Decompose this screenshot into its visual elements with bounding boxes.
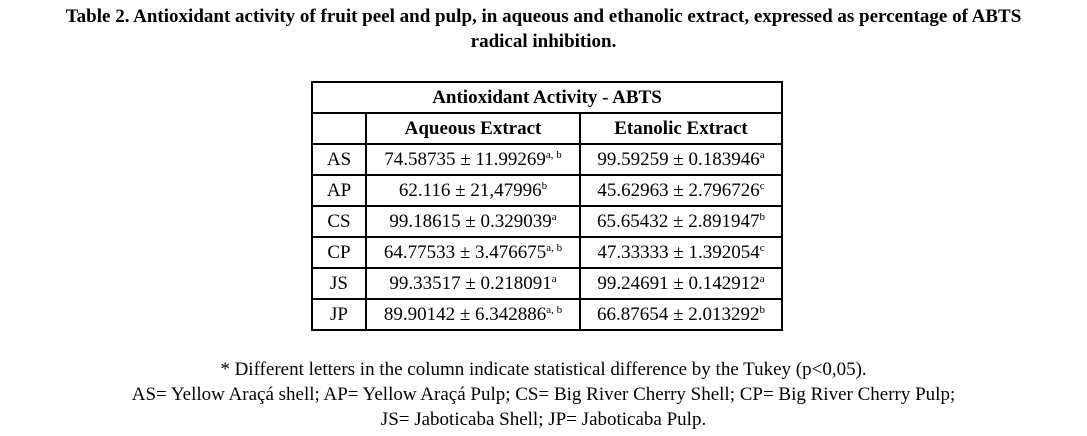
- note-line-1: * Different letters in the column indicate statistical difference by the Tukey (p<0,05).: [220, 359, 867, 380]
- etanolic-value-cell: [580, 144, 782, 175]
- table-row: [312, 299, 782, 330]
- row-code: CS: [327, 210, 351, 232]
- aqueous-value-significance-letters: a: [551, 210, 557, 223]
- row-code: AS: [326, 148, 352, 170]
- etanolic-value: 45.62963 ± 2.796726: [597, 179, 760, 201]
- header-etanolic: Etanolic Extract: [580, 113, 782, 144]
- aqueous-value-cell: [366, 206, 580, 237]
- row-code-cell: [312, 299, 366, 330]
- etanolic-value: 99.24691 ± 0.142912: [597, 272, 760, 294]
- aqueous-value-significance-letters: b: [541, 179, 548, 192]
- etanolic-value: 65.65432 ± 2.891947: [597, 210, 760, 232]
- etanolic-value-significance-letters: c: [759, 179, 765, 192]
- etanolic-value: 66.87654 ± 2.013292: [597, 303, 760, 325]
- etanolic-value-cell: [580, 268, 782, 299]
- aqueous-value-significance-letters: a, b: [546, 303, 563, 316]
- table-row: [312, 237, 782, 268]
- header-empty-cell: [312, 113, 366, 144]
- aqueous-value: 99.33517 ± 0.218091: [389, 272, 552, 294]
- row-code: CP: [327, 241, 351, 263]
- aqueous-value-cell: [366, 237, 580, 268]
- table-row: [312, 175, 782, 206]
- aqueous-value-significance-letters: a: [551, 272, 557, 285]
- caption-line-2: radical inhibition.: [470, 31, 617, 52]
- aqueous-value-cell: [366, 144, 580, 175]
- aqueous-value: 62.116 ± 21,47996: [398, 179, 542, 201]
- aqueous-value-significance-letters: a, b: [546, 241, 563, 254]
- table-title-row: [312, 82, 782, 113]
- row-code-cell: [312, 144, 366, 175]
- etanolic-value-significance-letters: a: [759, 272, 765, 285]
- etanolic-value-cell: [580, 237, 782, 268]
- aqueous-value-significance-letters: a, b: [545, 148, 562, 161]
- table-body: [312, 144, 782, 330]
- etanolic-value-significance-letters: c: [759, 241, 765, 254]
- etanolic-value-cell: [580, 175, 782, 206]
- etanolic-value-significance-letters: a: [759, 148, 765, 161]
- aqueous-value-cell: [366, 299, 580, 330]
- aqueous-value-cell: [366, 268, 580, 299]
- row-code: AP: [326, 179, 352, 201]
- row-code-cell: [312, 175, 366, 206]
- header-aqueous: Aqueous Extract: [366, 113, 580, 144]
- aqueous-value: 89.90142 ± 6.342886: [383, 303, 547, 325]
- etanolic-value-cell: [580, 206, 782, 237]
- row-code: JP: [330, 303, 348, 325]
- aqueous-value-cell: [366, 175, 580, 206]
- table-notes: [0, 357, 1087, 432]
- etanolic-value-cell: [580, 299, 782, 330]
- row-code: JS: [330, 272, 348, 294]
- table-row: [312, 206, 782, 237]
- aqueous-value: 64.77533 ± 3.476675: [383, 241, 547, 263]
- note-line-3: JS= Jaboticaba Shell; JP= Jaboticaba Pulp.: [380, 409, 707, 430]
- caption-line-1: Table 2. Antioxidant activity of fruit peel and pulp, in aqueous and ethanolic extract, expressed as percentage of ABTS: [65, 6, 1022, 27]
- etanolic-value-significance-letters: b: [759, 303, 765, 316]
- table-row: [312, 144, 782, 175]
- etanolic-value-significance-letters: b: [759, 210, 765, 223]
- row-code-cell: [312, 237, 366, 268]
- row-code-cell: [312, 268, 366, 299]
- note-line-2: AS= Yellow Araçá shell; AP= Yellow Araçá Pulp; CS= Big River Cherry Shell; CP= Big River Cherry Pulp;: [131, 384, 956, 405]
- table-title: Antioxidant Activity - ABTS: [312, 82, 782, 113]
- abts-table: [311, 81, 783, 331]
- etanolic-value: 47.33333 ± 1.392054: [597, 241, 760, 263]
- table-header-row: [312, 113, 782, 144]
- etanolic-value: 99.59259 ± 0.183946: [597, 148, 760, 170]
- aqueous-value: 74.58735 ± 11.99269: [384, 148, 546, 170]
- table-caption: [0, 4, 1087, 54]
- aqueous-value: 99.18615 ± 0.329039: [389, 210, 552, 232]
- row-code-cell: [312, 206, 366, 237]
- table-row: [312, 268, 782, 299]
